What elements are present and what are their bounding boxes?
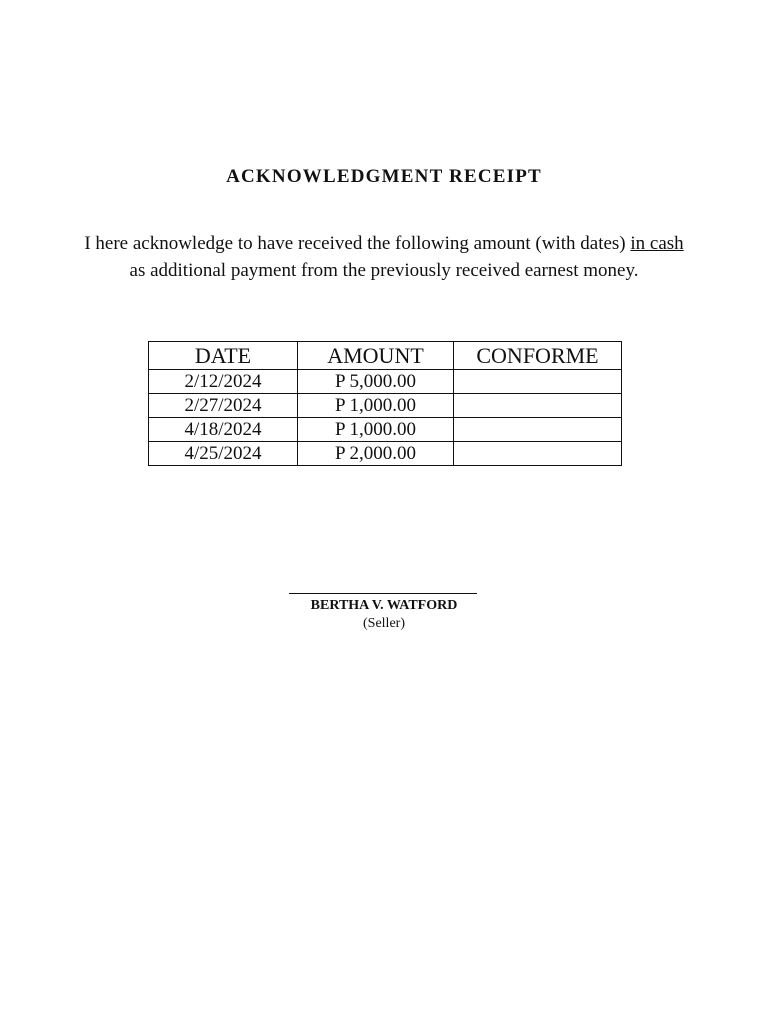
paragraph-text-start: I here acknowledge to have received the following amount (with dates) (84, 233, 631, 254)
cell-amount: P 1,000.00 (298, 418, 454, 442)
cell-conforme (454, 442, 622, 466)
cell-conforme (454, 394, 622, 418)
table-row (149, 370, 622, 394)
table-row (149, 418, 622, 442)
table-header-row (149, 342, 622, 370)
cell-date: 4/18/2024 (149, 418, 298, 442)
cell-amount: P 1,000.00 (298, 394, 454, 418)
acknowledgment-paragraph (84, 231, 684, 284)
cell-date: 4/25/2024 (149, 442, 298, 466)
table-row (149, 394, 622, 418)
cell-amount: P 2,000.00 (298, 442, 454, 466)
signature-line (289, 593, 477, 594)
cell-date: 2/27/2024 (149, 394, 298, 418)
signatory-role: (Seller) (363, 616, 405, 631)
header-amount: AMOUNT (298, 342, 454, 370)
cell-conforme (454, 370, 622, 394)
cell-conforme (454, 418, 622, 442)
payment-table (148, 341, 622, 466)
paragraph-text-end: as additional payment from the previously received earnest money. (129, 259, 639, 281)
in-cash-underlined-text: in cash (630, 233, 684, 254)
signatory-name: BERTHA V. WATFORD (310, 598, 458, 613)
cell-amount: P 5,000.00 (298, 370, 454, 394)
document-title: ACKNOWLEDGMENT RECEIPT (226, 166, 542, 187)
header-conforme: CONFORME (454, 342, 622, 370)
header-date: DATE (149, 342, 298, 370)
cell-date: 2/12/2024 (149, 370, 298, 394)
table-row (149, 442, 622, 466)
